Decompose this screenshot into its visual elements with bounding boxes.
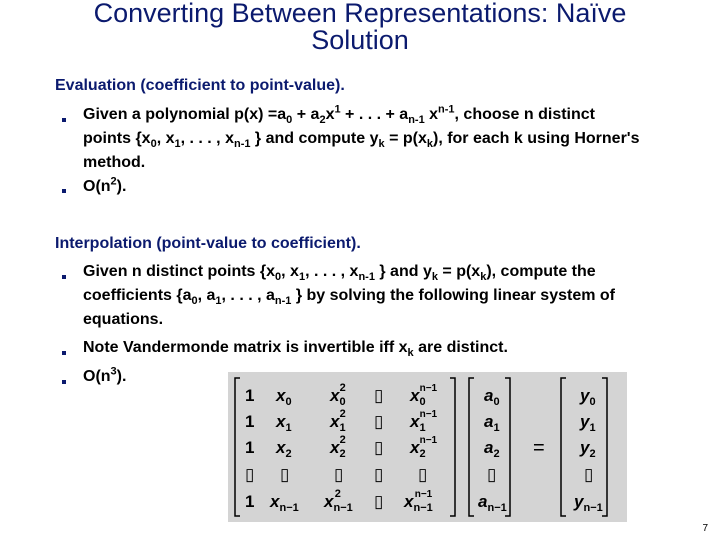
evaluation-heading: Evaluation (coefficient to point-value). (55, 77, 345, 94)
y-vector-cell: $y_1$ (580, 412, 596, 434)
y-vector-cell: $y_2$ (580, 438, 596, 460)
matrix-cell: ▯ (334, 465, 344, 484)
matrix-cell: 1 (245, 438, 255, 457)
matrix-cell: $x_2$ (276, 438, 292, 460)
a-vector-cell: $a_1$ (484, 412, 500, 434)
matrix-cell: $x_02$ (330, 382, 346, 408)
title-line-2: Solution (311, 25, 409, 55)
y-vector-cell: ▯ (584, 465, 594, 484)
matrix-cell: 1 (245, 412, 255, 431)
matrix-cell: $x_{n-1}n-1$ (404, 489, 433, 514)
a-vector-cell: $a_2$ (484, 438, 500, 460)
matrix-cell: $x_22$ (330, 434, 346, 460)
matrix-cell: ▯ (374, 412, 384, 431)
matrix-cell: ▯ (374, 386, 384, 405)
matrix-cell: ▯ (374, 465, 384, 484)
bullet-marker (62, 275, 66, 279)
bullet-marker (62, 380, 66, 384)
a-vector-cell: $a_0$ (484, 386, 500, 408)
matrix-cell: $x_{n-1}$ (270, 492, 299, 514)
evaluation-bullet-1: Given a polynomial $p(x) =a_0 + a_2x^1$ + . . . + $a_{n-1}$ $x^{n-1}$, choose n distinct points {$x_0$, $x_1$, . . . , $x_{n-1}$ } and compute $y_k = p(x_k)$, for each k using Horner's method. (83, 103, 640, 171)
y-vector-cell: $y_{n-1}$ (574, 492, 603, 514)
page-number: 7 (702, 523, 708, 534)
vandermonde-equation-image (228, 372, 627, 522)
matrix-cell: ▯ (418, 465, 428, 484)
interpolation-heading: Interpolation (point-value to coefficient). (55, 235, 361, 252)
evaluation-bullet-2: $O(n^2)$. (83, 175, 127, 195)
interpolation-bullet-1: Given n distinct points {$x_0$, $x_1$, . . . , $x_{n-1}$ } and $y_k = p(x_k)$, compute the coefficients {$a_0$, $a_1$, . . . , $a_{n-1}$ } by solving the following linear system of equations. (83, 263, 615, 328)
equals-sign: = (533, 437, 545, 459)
matrix-cell: $x_1n-1$ (410, 409, 438, 434)
interpolation-bullet-2: Note Vandermonde matrix is invertible iff $x_k$ are distinct. (83, 339, 508, 360)
matrix-cell: $x_2n-1$ (410, 435, 438, 460)
a-vector-cell: ▯ (487, 465, 497, 484)
a-vector-cell: $a_{n-1}$ (478, 492, 507, 514)
bullet-marker (62, 118, 66, 122)
matrix-cell: ▯ (280, 465, 290, 484)
slide-title (0, 0, 720, 54)
matrix-cell: 1 (245, 492, 255, 511)
matrix-cell: $x_1$ (276, 412, 292, 434)
matrix-cell: $x_0n-1$ (410, 383, 438, 408)
bullet-marker (62, 189, 66, 193)
title-line-1: Converting Between Representations: Naïve (93, 0, 627, 28)
matrix-cell: $x_0$ (276, 386, 292, 408)
matrix-cell: $x_12$ (330, 408, 346, 434)
matrix-cell: 1 (245, 386, 255, 405)
matrix-cell: $x_{n-1}2$ (324, 488, 353, 514)
y-vector-cell: $y_0$ (580, 386, 596, 408)
bullet-marker (62, 351, 66, 355)
matrix-cell: ▯ (374, 438, 384, 457)
interpolation-bullet-3: $O(n^3)$. (83, 365, 127, 385)
matrix-cell: ▯ (374, 492, 384, 511)
matrix-cell: ▯ (245, 465, 255, 484)
